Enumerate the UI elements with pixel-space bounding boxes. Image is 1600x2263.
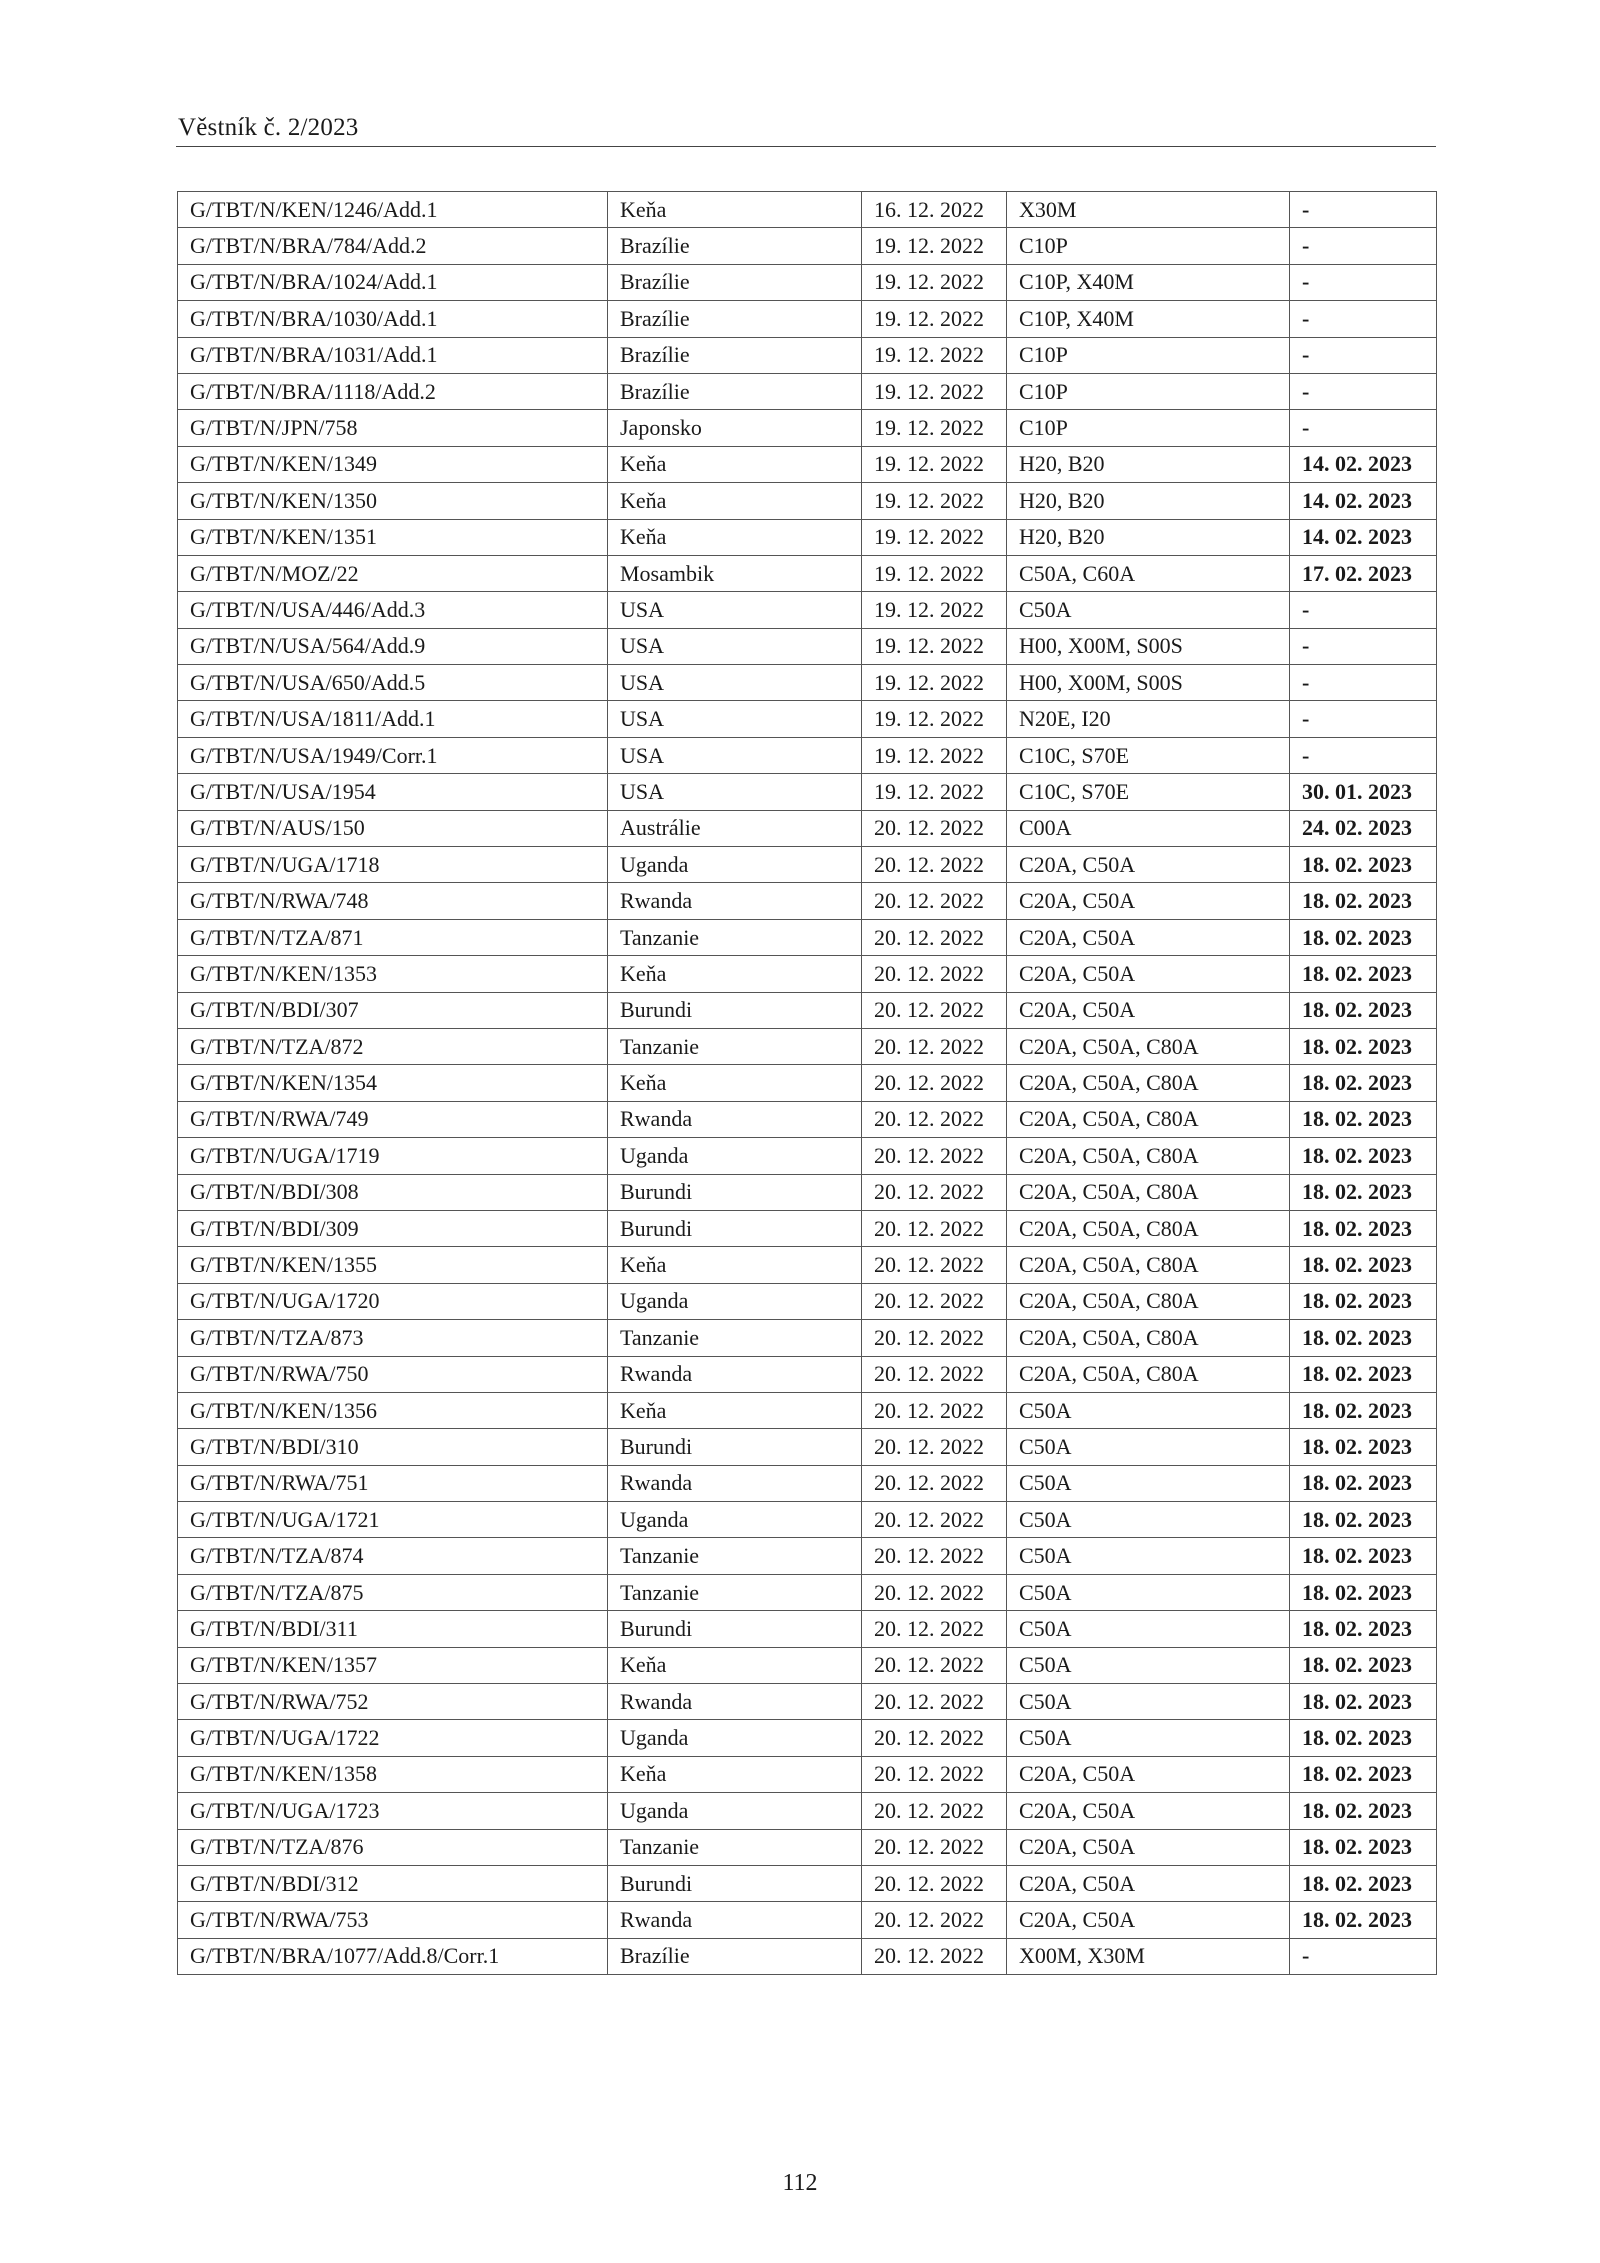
deadline-cell: 18. 02. 2023 <box>1290 956 1437 992</box>
country-cell: Keňa <box>608 519 862 555</box>
code-cell: C50A <box>1007 1465 1290 1501</box>
deadline-cell: 18. 02. 2023 <box>1290 1065 1437 1101</box>
table-row <box>178 992 1437 1028</box>
country-cell: Rwanda <box>608 1465 862 1501</box>
table-row <box>178 410 1437 446</box>
document-symbol-cell: G/TBT/N/BRA/1077/Add.8/Corr.1 <box>178 1938 608 1974</box>
deadline-cell: 18. 02. 2023 <box>1290 1392 1437 1428</box>
country-cell: Burundi <box>608 1611 862 1647</box>
deadline-cell: 18. 02. 2023 <box>1290 883 1437 919</box>
table-row <box>178 1902 1437 1938</box>
document-symbol-cell: G/TBT/N/USA/1811/Add.1 <box>178 701 608 737</box>
table-row <box>178 337 1437 373</box>
country-cell: Keňa <box>608 1756 862 1792</box>
date-cell: 20. 12. 2022 <box>862 956 1007 992</box>
code-cell: C50A <box>1007 1684 1290 1720</box>
document-symbol-cell: G/TBT/N/KEN/1353 <box>178 956 608 992</box>
deadline-cell: - <box>1290 701 1437 737</box>
date-cell: 20. 12. 2022 <box>862 1647 1007 1683</box>
code-cell: H00, X00M, S00S <box>1007 628 1290 664</box>
deadline-cell: 14. 02. 2023 <box>1290 483 1437 519</box>
table-row <box>178 1320 1437 1356</box>
deadline-cell: 18. 02. 2023 <box>1290 1865 1437 1901</box>
code-cell: C50A <box>1007 1574 1290 1610</box>
document-symbol-cell: G/TBT/N/RWA/748 <box>178 883 608 919</box>
country-cell: Tanzanie <box>608 919 862 955</box>
date-cell: 19. 12. 2022 <box>862 228 1007 264</box>
date-cell: 19. 12. 2022 <box>862 592 1007 628</box>
date-cell: 20. 12. 2022 <box>862 1574 1007 1610</box>
document-symbol-cell: G/TBT/N/BDI/309 <box>178 1210 608 1246</box>
deadline-cell: 18. 02. 2023 <box>1290 1647 1437 1683</box>
document-symbol-cell: G/TBT/N/KEN/1356 <box>178 1392 608 1428</box>
document-symbol-cell: G/TBT/N/BRA/1118/Add.2 <box>178 373 608 409</box>
country-cell: Brazílie <box>608 301 862 337</box>
table-row <box>178 737 1437 773</box>
deadline-cell: 18. 02. 2023 <box>1290 847 1437 883</box>
code-cell: C20A, C50A, C80A <box>1007 1101 1290 1137</box>
deadline-cell: 30. 01. 2023 <box>1290 774 1437 810</box>
code-cell: C20A, C50A, C80A <box>1007 1283 1290 1319</box>
code-cell: C10C, S70E <box>1007 737 1290 773</box>
table-row <box>178 1138 1437 1174</box>
date-cell: 20. 12. 2022 <box>862 1793 1007 1829</box>
code-cell: C50A <box>1007 1429 1290 1465</box>
document-symbol-cell: G/TBT/N/BDI/307 <box>178 992 608 1028</box>
date-cell: 20. 12. 2022 <box>862 1356 1007 1392</box>
country-cell: Keňa <box>608 956 862 992</box>
table-row <box>178 1392 1437 1428</box>
table-row <box>178 956 1437 992</box>
country-cell: Burundi <box>608 1865 862 1901</box>
table-row <box>178 701 1437 737</box>
country-cell: Uganda <box>608 1720 862 1756</box>
document-symbol-cell: G/TBT/N/BRA/1024/Add.1 <box>178 264 608 300</box>
deadline-cell: - <box>1290 592 1437 628</box>
deadline-cell: 18. 02. 2023 <box>1290 1247 1437 1283</box>
table-row <box>178 1538 1437 1574</box>
code-cell: C20A, C50A, C80A <box>1007 1247 1290 1283</box>
date-cell: 20. 12. 2022 <box>862 1101 1007 1137</box>
country-cell: USA <box>608 701 862 737</box>
country-cell: Mosambik <box>608 555 862 591</box>
code-cell: C50A <box>1007 1647 1290 1683</box>
deadline-cell: - <box>1290 228 1437 264</box>
document-symbol-cell: G/TBT/N/UGA/1721 <box>178 1502 608 1538</box>
date-cell: 20. 12. 2022 <box>862 1247 1007 1283</box>
deadline-cell: - <box>1290 192 1437 228</box>
deadline-cell: 18. 02. 2023 <box>1290 1829 1437 1865</box>
code-cell: C20A, C50A <box>1007 956 1290 992</box>
document-symbol-cell: G/TBT/N/UGA/1718 <box>178 847 608 883</box>
deadline-cell: - <box>1290 1938 1437 1974</box>
country-cell: Brazílie <box>608 1938 862 1974</box>
table-row <box>178 1356 1437 1392</box>
date-cell: 19. 12. 2022 <box>862 410 1007 446</box>
date-cell: 20. 12. 2022 <box>862 810 1007 846</box>
table-row <box>178 1793 1437 1829</box>
date-cell: 20. 12. 2022 <box>862 1283 1007 1319</box>
code-cell: C20A, C50A, C80A <box>1007 1065 1290 1101</box>
deadline-cell: 14. 02. 2023 <box>1290 519 1437 555</box>
table-row <box>178 592 1437 628</box>
table-row <box>178 847 1437 883</box>
table-row <box>178 1611 1437 1647</box>
date-cell: 19. 12. 2022 <box>862 446 1007 482</box>
date-cell: 19. 12. 2022 <box>862 628 1007 664</box>
date-cell: 20. 12. 2022 <box>862 1720 1007 1756</box>
document-symbol-cell: G/TBT/N/USA/1954 <box>178 774 608 810</box>
table-row <box>178 1065 1437 1101</box>
document-symbol-cell: G/TBT/N/TZA/872 <box>178 1028 608 1064</box>
table-row <box>178 883 1437 919</box>
document-symbol-cell: G/TBT/N/UGA/1720 <box>178 1283 608 1319</box>
date-cell: 20. 12. 2022 <box>862 1138 1007 1174</box>
country-cell: USA <box>608 628 862 664</box>
date-cell: 19. 12. 2022 <box>862 701 1007 737</box>
document-symbol-cell: G/TBT/N/KEN/1354 <box>178 1065 608 1101</box>
deadline-cell: 24. 02. 2023 <box>1290 810 1437 846</box>
deadline-cell: - <box>1290 301 1437 337</box>
date-cell: 19. 12. 2022 <box>862 301 1007 337</box>
document-symbol-cell: G/TBT/N/USA/1949/Corr.1 <box>178 737 608 773</box>
deadline-cell: 18. 02. 2023 <box>1290 1793 1437 1829</box>
code-cell: C50A <box>1007 1392 1290 1428</box>
country-cell: Keňa <box>608 1065 862 1101</box>
document-symbol-cell: G/TBT/N/USA/564/Add.9 <box>178 628 608 664</box>
country-cell: USA <box>608 737 862 773</box>
code-cell: C10P, X40M <box>1007 264 1290 300</box>
country-cell: Brazílie <box>608 264 862 300</box>
code-cell: C10P <box>1007 410 1290 446</box>
date-cell: 19. 12. 2022 <box>862 665 1007 701</box>
country-cell: Rwanda <box>608 883 862 919</box>
document-symbol-cell: G/TBT/N/TZA/875 <box>178 1574 608 1610</box>
table-row <box>178 1756 1437 1792</box>
deadline-cell: - <box>1290 264 1437 300</box>
deadline-cell: 18. 02. 2023 <box>1290 1028 1437 1064</box>
country-cell: Tanzanie <box>608 1574 862 1610</box>
date-cell: 19. 12. 2022 <box>862 555 1007 591</box>
deadline-cell: 18. 02. 2023 <box>1290 1756 1437 1792</box>
code-cell: C50A <box>1007 1502 1290 1538</box>
code-cell: C20A, C50A <box>1007 847 1290 883</box>
deadline-cell: 14. 02. 2023 <box>1290 446 1437 482</box>
deadline-cell: 18. 02. 2023 <box>1290 1574 1437 1610</box>
table-row <box>178 1247 1437 1283</box>
document-symbol-cell: G/TBT/N/USA/650/Add.5 <box>178 665 608 701</box>
country-cell: Uganda <box>608 1502 862 1538</box>
table-row <box>178 519 1437 555</box>
date-cell: 16. 12. 2022 <box>862 192 1007 228</box>
document-symbol-cell: G/TBT/N/AUS/150 <box>178 810 608 846</box>
document-symbol-cell: G/TBT/N/TZA/876 <box>178 1829 608 1865</box>
table-row <box>178 919 1437 955</box>
document-symbol-cell: G/TBT/N/UGA/1722 <box>178 1720 608 1756</box>
table-row <box>178 483 1437 519</box>
date-cell: 20. 12. 2022 <box>862 847 1007 883</box>
table-row <box>178 1574 1437 1610</box>
document-symbol-cell: G/TBT/N/MOZ/22 <box>178 555 608 591</box>
date-cell: 20. 12. 2022 <box>862 1320 1007 1356</box>
code-cell: C20A, C50A <box>1007 919 1290 955</box>
code-cell: C20A, C50A <box>1007 883 1290 919</box>
deadline-cell: 18. 02. 2023 <box>1290 1138 1437 1174</box>
document-symbol-cell: G/TBT/N/RWA/749 <box>178 1101 608 1137</box>
country-cell: Japonsko <box>608 410 862 446</box>
code-cell: C20A, C50A <box>1007 1756 1290 1792</box>
table-row <box>178 1865 1437 1901</box>
country-cell: Tanzanie <box>608 1538 862 1574</box>
deadline-cell: - <box>1290 410 1437 446</box>
deadline-cell: 18. 02. 2023 <box>1290 1101 1437 1137</box>
deadline-cell: 18. 02. 2023 <box>1290 1538 1437 1574</box>
table-row <box>178 810 1437 846</box>
document-symbol-cell: G/TBT/N/TZA/873 <box>178 1320 608 1356</box>
country-cell: Tanzanie <box>608 1028 862 1064</box>
deadline-cell: - <box>1290 337 1437 373</box>
document-symbol-cell: G/TBT/N/RWA/753 <box>178 1902 608 1938</box>
deadline-cell: 18. 02. 2023 <box>1290 1210 1437 1246</box>
code-cell: C20A, C50A <box>1007 1865 1290 1901</box>
document-symbol-cell: G/TBT/N/BRA/784/Add.2 <box>178 228 608 264</box>
date-cell: 20. 12. 2022 <box>862 1684 1007 1720</box>
date-cell: 20. 12. 2022 <box>862 1538 1007 1574</box>
code-cell: H20, B20 <box>1007 446 1290 482</box>
code-cell: C10P <box>1007 228 1290 264</box>
code-cell: C20A, C50A <box>1007 1902 1290 1938</box>
date-cell: 20. 12. 2022 <box>862 1865 1007 1901</box>
country-cell: Tanzanie <box>608 1320 862 1356</box>
date-cell: 20. 12. 2022 <box>862 1902 1007 1938</box>
code-cell: C50A, C60A <box>1007 555 1290 591</box>
deadline-cell: 18. 02. 2023 <box>1290 1720 1437 1756</box>
country-cell: USA <box>608 592 862 628</box>
document-symbol-cell: G/TBT/N/BRA/1030/Add.1 <box>178 301 608 337</box>
date-cell: 20. 12. 2022 <box>862 1756 1007 1792</box>
journal-title: Věstník č. 2/2023 <box>178 114 359 141</box>
deadline-cell: 18. 02. 2023 <box>1290 992 1437 1028</box>
country-cell: Keňa <box>608 1392 862 1428</box>
country-cell: Burundi <box>608 992 862 1028</box>
code-cell: C20A, C50A <box>1007 992 1290 1028</box>
country-cell: Brazílie <box>608 337 862 373</box>
table-row <box>178 1647 1437 1683</box>
date-cell: 20. 12. 2022 <box>862 1938 1007 1974</box>
code-cell: C20A, C50A, C80A <box>1007 1174 1290 1210</box>
code-cell: C20A, C50A, C80A <box>1007 1210 1290 1246</box>
document-symbol-cell: G/TBT/N/TZA/871 <box>178 919 608 955</box>
deadline-cell: 18. 02. 2023 <box>1290 1502 1437 1538</box>
country-cell: USA <box>608 774 862 810</box>
code-cell: N20E, I20 <box>1007 701 1290 737</box>
table-row <box>178 555 1437 591</box>
country-cell: Rwanda <box>608 1101 862 1137</box>
country-cell: Keňa <box>608 192 862 228</box>
country-cell: Rwanda <box>608 1902 862 1938</box>
date-cell: 20. 12. 2022 <box>862 1065 1007 1101</box>
code-cell: C10C, S70E <box>1007 774 1290 810</box>
code-cell: X30M <box>1007 192 1290 228</box>
country-cell: Keňa <box>608 483 862 519</box>
document-symbol-cell: G/TBT/N/BDI/308 <box>178 1174 608 1210</box>
date-cell: 19. 12. 2022 <box>862 774 1007 810</box>
table-row <box>178 1174 1437 1210</box>
deadline-cell: 18. 02. 2023 <box>1290 1174 1437 1210</box>
document-symbol-cell: G/TBT/N/BDI/311 <box>178 1611 608 1647</box>
code-cell: C20A, C50A, C80A <box>1007 1320 1290 1356</box>
deadline-cell: 18. 02. 2023 <box>1290 1356 1437 1392</box>
code-cell: H20, B20 <box>1007 519 1290 555</box>
code-cell: C00A <box>1007 810 1290 846</box>
document-symbol-cell: G/TBT/N/UGA/1723 <box>178 1793 608 1829</box>
table-row <box>178 192 1437 228</box>
date-cell: 20. 12. 2022 <box>862 1429 1007 1465</box>
code-cell: C50A <box>1007 1538 1290 1574</box>
country-cell: Burundi <box>608 1210 862 1246</box>
date-cell: 20. 12. 2022 <box>862 1174 1007 1210</box>
deadline-cell: - <box>1290 628 1437 664</box>
deadline-cell: - <box>1290 373 1437 409</box>
table-row <box>178 1028 1437 1064</box>
document-symbol-cell: G/TBT/N/BDI/310 <box>178 1429 608 1465</box>
country-cell: Keňa <box>608 1647 862 1683</box>
country-cell: Keňa <box>608 1247 862 1283</box>
code-cell: C50A <box>1007 592 1290 628</box>
table-row <box>178 665 1437 701</box>
country-cell: Uganda <box>608 847 862 883</box>
deadline-cell: 18. 02. 2023 <box>1290 919 1437 955</box>
date-cell: 19. 12. 2022 <box>862 337 1007 373</box>
notifications-table-body <box>178 192 1437 1975</box>
document-symbol-cell: G/TBT/N/UGA/1719 <box>178 1138 608 1174</box>
deadline-cell: 18. 02. 2023 <box>1290 1429 1437 1465</box>
code-cell: C10P, X40M <box>1007 301 1290 337</box>
country-cell: Uganda <box>608 1793 862 1829</box>
country-cell: Keňa <box>608 446 862 482</box>
country-cell: Austrálie <box>608 810 862 846</box>
deadline-cell: 18. 02. 2023 <box>1290 1611 1437 1647</box>
deadline-cell: - <box>1290 665 1437 701</box>
document-symbol-cell: G/TBT/N/KEN/1246/Add.1 <box>178 192 608 228</box>
table-row <box>178 1938 1437 1974</box>
table-row <box>178 1210 1437 1246</box>
country-cell: Rwanda <box>608 1356 862 1392</box>
table-row <box>178 228 1437 264</box>
code-cell: C50A <box>1007 1720 1290 1756</box>
date-cell: 20. 12. 2022 <box>862 883 1007 919</box>
deadline-cell: 18. 02. 2023 <box>1290 1684 1437 1720</box>
country-cell: USA <box>608 665 862 701</box>
page-number: 112 <box>782 2170 818 2196</box>
date-cell: 20. 12. 2022 <box>862 1465 1007 1501</box>
table-row <box>178 1502 1437 1538</box>
country-cell: Tanzanie <box>608 1829 862 1865</box>
country-cell: Brazílie <box>608 373 862 409</box>
date-cell: 19. 12. 2022 <box>862 264 1007 300</box>
date-cell: 20. 12. 2022 <box>862 1392 1007 1428</box>
deadline-cell: 17. 02. 2023 <box>1290 555 1437 591</box>
country-cell: Burundi <box>608 1174 862 1210</box>
code-cell: C20A, C50A <box>1007 1793 1290 1829</box>
date-cell: 20. 12. 2022 <box>862 1210 1007 1246</box>
date-cell: 20. 12. 2022 <box>862 1829 1007 1865</box>
code-cell: C10P <box>1007 373 1290 409</box>
table-row <box>178 1720 1437 1756</box>
document-symbol-cell: G/TBT/N/RWA/751 <box>178 1465 608 1501</box>
notifications-table <box>177 191 1437 1975</box>
table-row <box>178 373 1437 409</box>
date-cell: 19. 12. 2022 <box>862 373 1007 409</box>
country-cell: Uganda <box>608 1283 862 1319</box>
deadline-cell: 18. 02. 2023 <box>1290 1320 1437 1356</box>
table-row <box>178 301 1437 337</box>
date-cell: 19. 12. 2022 <box>862 737 1007 773</box>
code-cell: C10P <box>1007 337 1290 373</box>
table-row <box>178 628 1437 664</box>
code-cell: C20A, C50A, C80A <box>1007 1356 1290 1392</box>
date-cell: 20. 12. 2022 <box>862 1502 1007 1538</box>
deadline-cell: 18. 02. 2023 <box>1290 1283 1437 1319</box>
date-cell: 20. 12. 2022 <box>862 1611 1007 1647</box>
date-cell: 20. 12. 2022 <box>862 1028 1007 1064</box>
country-cell: Burundi <box>608 1429 862 1465</box>
table-row <box>178 1101 1437 1137</box>
country-cell: Rwanda <box>608 1684 862 1720</box>
document-symbol-cell: G/TBT/N/TZA/874 <box>178 1538 608 1574</box>
code-cell: C20A, C50A, C80A <box>1007 1138 1290 1174</box>
deadline-cell: - <box>1290 737 1437 773</box>
deadline-cell: 18. 02. 2023 <box>1290 1465 1437 1501</box>
date-cell: 20. 12. 2022 <box>862 992 1007 1028</box>
document-symbol-cell: G/TBT/N/KEN/1355 <box>178 1247 608 1283</box>
date-cell: 19. 12. 2022 <box>862 519 1007 555</box>
document-symbol-cell: G/TBT/N/RWA/752 <box>178 1684 608 1720</box>
country-cell: Brazílie <box>608 228 862 264</box>
table-row <box>178 1684 1437 1720</box>
document-symbol-cell: G/TBT/N/BRA/1031/Add.1 <box>178 337 608 373</box>
table-row <box>178 1829 1437 1865</box>
page-header <box>176 110 1436 147</box>
code-cell: C50A <box>1007 1611 1290 1647</box>
date-cell: 19. 12. 2022 <box>862 483 1007 519</box>
country-cell: Uganda <box>608 1138 862 1174</box>
table-row <box>178 1429 1437 1465</box>
document-symbol-cell: G/TBT/N/KEN/1350 <box>178 483 608 519</box>
table-row <box>178 774 1437 810</box>
table-row <box>178 264 1437 300</box>
code-cell: C20A, C50A, C80A <box>1007 1028 1290 1064</box>
table-row <box>178 1283 1437 1319</box>
code-cell: X00M, X30M <box>1007 1938 1290 1974</box>
code-cell: H20, B20 <box>1007 483 1290 519</box>
document-symbol-cell: G/TBT/N/JPN/758 <box>178 410 608 446</box>
date-cell: 20. 12. 2022 <box>862 919 1007 955</box>
document-symbol-cell: G/TBT/N/KEN/1349 <box>178 446 608 482</box>
document-symbol-cell: G/TBT/N/RWA/750 <box>178 1356 608 1392</box>
table-row <box>178 446 1437 482</box>
document-symbol-cell: G/TBT/N/KEN/1351 <box>178 519 608 555</box>
table-row <box>178 1465 1437 1501</box>
deadline-cell: 18. 02. 2023 <box>1290 1902 1437 1938</box>
document-symbol-cell: G/TBT/N/BDI/312 <box>178 1865 608 1901</box>
code-cell: H00, X00M, S00S <box>1007 665 1290 701</box>
code-cell: C20A, C50A <box>1007 1829 1290 1865</box>
document-symbol-cell: G/TBT/N/USA/446/Add.3 <box>178 592 608 628</box>
document-symbol-cell: G/TBT/N/KEN/1358 <box>178 1756 608 1792</box>
document-symbol-cell: G/TBT/N/KEN/1357 <box>178 1647 608 1683</box>
